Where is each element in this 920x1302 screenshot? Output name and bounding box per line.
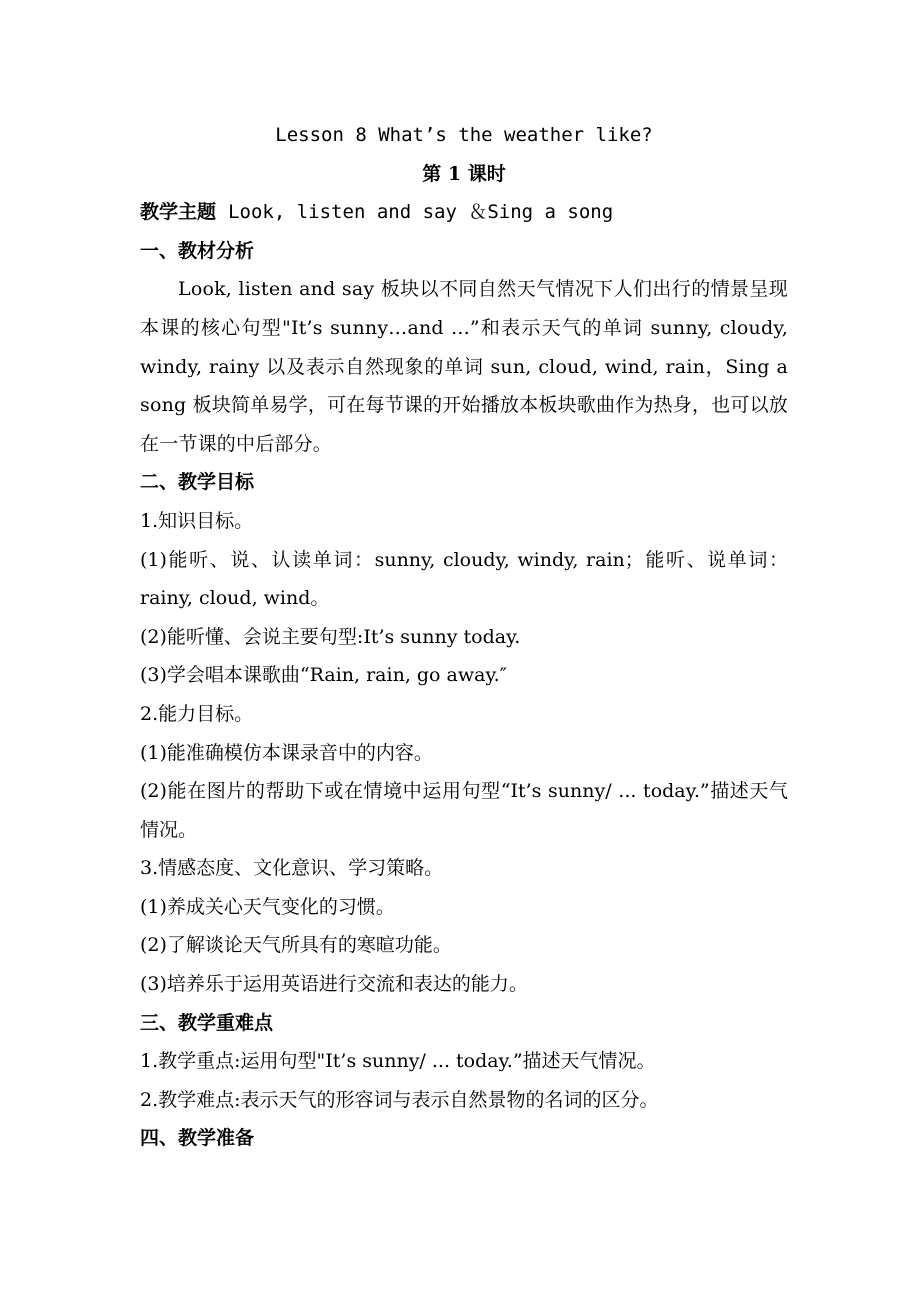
section-heading-key-points: 三、教学重难点: [140, 1011, 274, 1034]
section-heading-preparation: 四、教学准备: [140, 1127, 255, 1150]
goal-knowledge-item-3: (3)学会唱本课歌曲“Rain, rain, go away.″: [140, 664, 507, 687]
goal-attitude-item-2: (2)了解谈论天气所具有的寒暄功能。: [140, 934, 452, 957]
lesson-subtitle: 第 1 课时: [422, 162, 506, 185]
goal-ability-item-1: (1)能准确模仿本课录音中的内容。: [140, 741, 433, 764]
lesson-title: Lesson 8 What’s the weather like?: [275, 124, 653, 146]
goal-knowledge: 1.知识目标。: [140, 509, 254, 532]
goal-ability: 2.能力目标。: [140, 702, 254, 725]
teaching-theme-label: 教学主题: [140, 201, 217, 224]
teaching-theme: [140, 193, 788, 232]
section-heading-analysis: 一、教材分析: [140, 239, 255, 262]
goal-attitude-item-1: (1)养成关心天气变化的习惯。: [140, 895, 395, 918]
goal-knowledge-item-1: (1)能听、说、认读单词：sunny, cloudy, windy, rain；能听、说单词：rainy, cloud, wind。: [140, 548, 788, 610]
goal-attitude-item-3: (3)培养乐于运用英语进行交流和表达的能力。: [140, 973, 528, 996]
goal-knowledge-item-2: (2)能听懂、会说主要句型:It’s sunny today.: [140, 625, 521, 648]
document-body: [140, 116, 788, 1158]
section-heading-goals: 二、教学目标: [140, 471, 255, 494]
goal-attitude: 3.情感态度、文化意识、学习策略。: [140, 857, 444, 880]
difficult-point: 2.教学难点:表示天气的形容词与表示自然景物的名词的区分。: [140, 1088, 659, 1111]
analysis-paragraph: Look, listen and say 板块以不同自然天气情况下人们出行的情景呈现本课的核心句型"It’s sunny…and ...”和表示天气的单词 sunny, cloudy, windy, rainy 以及表示自然现象的单词 sun, cloud, wind, rain，Sing a song 板块简单易学，可在每节课的开始播放本板块歌曲作为热身，也可以放在一节课的中后部分。: [140, 278, 788, 455]
goal-ability-item-2: (2)能在图片的帮助下或在情境中运用句型“It’s sunny/ ... today.”描述天气情况。: [140, 780, 788, 841]
key-point: 1.教学重点:运用句型"It’s sunny/ ... today.”描述天气情况。: [140, 1050, 656, 1073]
teaching-theme-value: Look, listen and say ＆Sing a song: [228, 201, 614, 224]
